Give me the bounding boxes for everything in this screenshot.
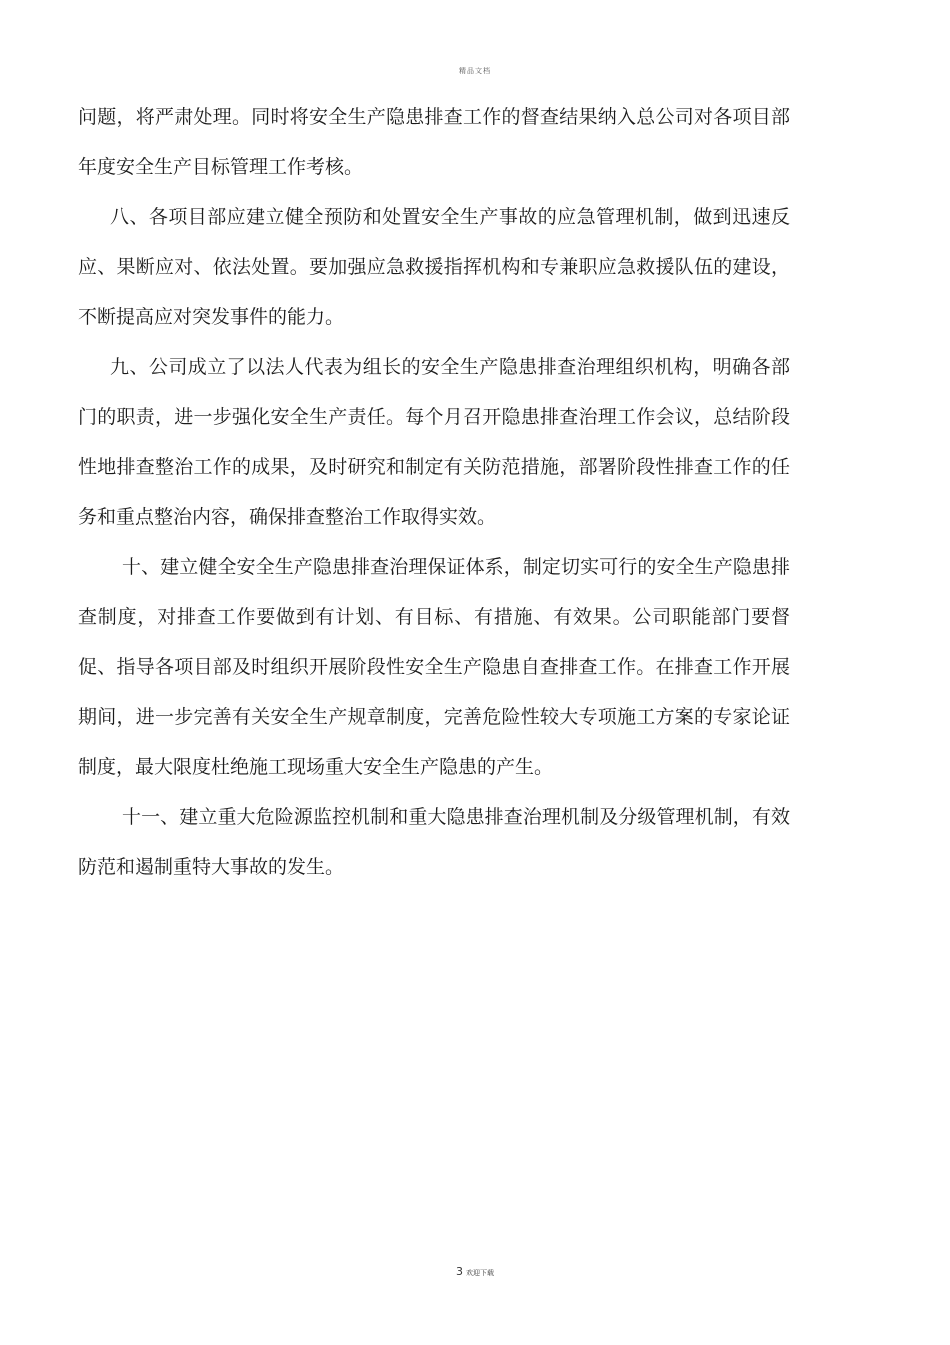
page-header-watermark: 精品文档 xyxy=(459,67,491,75)
document-body xyxy=(78,92,790,892)
paragraph-item-8: 八、各项目部应建立健全预防和处置安全生产事故的应急管理机制，做到迅速反应、果断应对、依法处置。要加强应急救援指挥机构和专兼职应急救援队伍的建设，不断提高应对突发事件的能力。 xyxy=(78,206,790,328)
page-number: 3 xyxy=(456,1265,463,1278)
paragraph-item-9: 九、公司成立了以法人代表为组长的安全生产隐患排查治理组织机构，明确各部门的职责，进一步强化安全生产责任。每个月召开隐患排查治理工作会议，总结阶段性地排查整治工作的成果，及时研究和制定有关防范措施，部署阶段性排查工作的任务和重点整治内容，确保排查整治工作取得实效。 xyxy=(78,356,790,528)
paragraph-item-10: 十、建立健全安全生产隐患排查治理保证体系，制定切实可行的安全生产隐患排查制度，对排查工作要做到有计划、有目标、有措施、有效果。公司职能部门要督促、指导各项目部及时组织开展阶段性安全生产隐患自查排查工作。在排查工作开展期间，进一步完善有关安全生产规章制度，完善危险性较大专项施工方案的专家论证制度，最大限度杜绝施工现场重大安全生产隐患的产生。 xyxy=(78,556,790,778)
page-footer xyxy=(0,1260,950,1279)
paragraph-continuation: 问题，将严肃处理。同时将安全生产隐患排查工作的督查结果纳入总公司对各项目部年度安全生产目标管理工作考核。 xyxy=(78,106,790,178)
paragraph-item-11: 十一、建立重大危险源监控机制和重大隐患排查治理机制及分级管理机制，有效防范和遏制重特大事故的发生。 xyxy=(78,806,790,878)
footer-text: 欢迎下载 xyxy=(466,1269,494,1277)
